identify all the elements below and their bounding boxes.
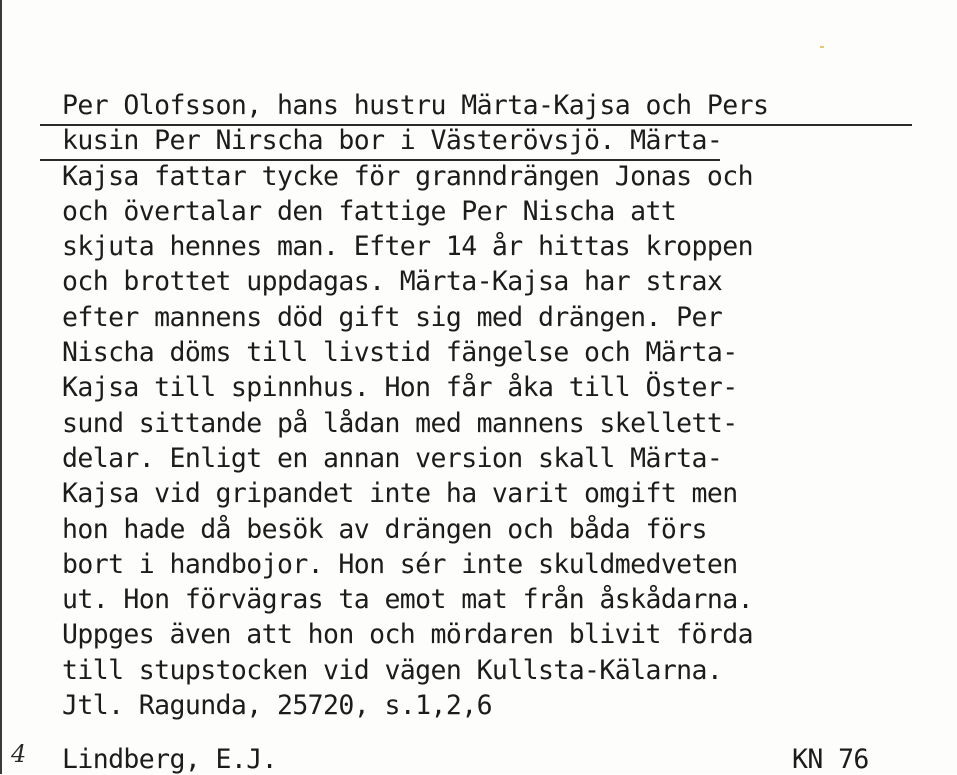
text-line: delar. Enligt en annan version skall Märta- [62, 442, 723, 474]
text-line: Kajsa till spinnhus. Hon får åka till Öster- [62, 372, 738, 404]
text-line: till stupstocken vid vägen Kullsta-Kälarna. [62, 654, 723, 686]
author-name: Lindberg, E.J. [62, 744, 277, 775]
paper-speck [820, 46, 824, 48]
text-line: Kajsa fattar tycke för granndrängen Jonas och [62, 160, 753, 192]
text-line: och övertalar den fattige Per Nischa att [62, 195, 677, 227]
text-line: Kajsa vid gripandet inte ha varit omgift men [62, 478, 738, 510]
handwritten-margin-number: 4 [11, 740, 27, 768]
text-line: hon hade då besök av drängen och båda förs [62, 513, 707, 545]
text-line: Nischa döms till livstid fängelse och Märta- [62, 337, 738, 369]
text-line: Per Olofsson, hans hustru Märta-Kajsa och Pers [62, 90, 769, 121]
text-line: sund sittande på lådan med mannens skellett- [62, 407, 738, 439]
text-line: bort i handbojor. Hon sér inte skuldmedveten [62, 548, 738, 580]
text-line: ut. Hon förvägras ta emot mat från åskådarna. [62, 584, 753, 616]
text-line: Uppges även att hon och mördaren blivit förda [62, 619, 753, 651]
text-line: och brottet uppdagas. Märta-Kajsa har strax [62, 266, 723, 298]
card-code: KN 76 [792, 744, 869, 775]
text-line: skjuta hennes man. Efter 14 år hittas kroppen [62, 231, 753, 263]
text-line: kusin Per Nirscha bor i Västerövsjö. Märta- [62, 125, 723, 157]
text-line: Jtl. Ragunda, 25720, s.1,2,6 [62, 690, 492, 722]
card-text [62, 88, 942, 723]
text-line: efter mannens död gift sig med drängen. Per [62, 301, 723, 333]
